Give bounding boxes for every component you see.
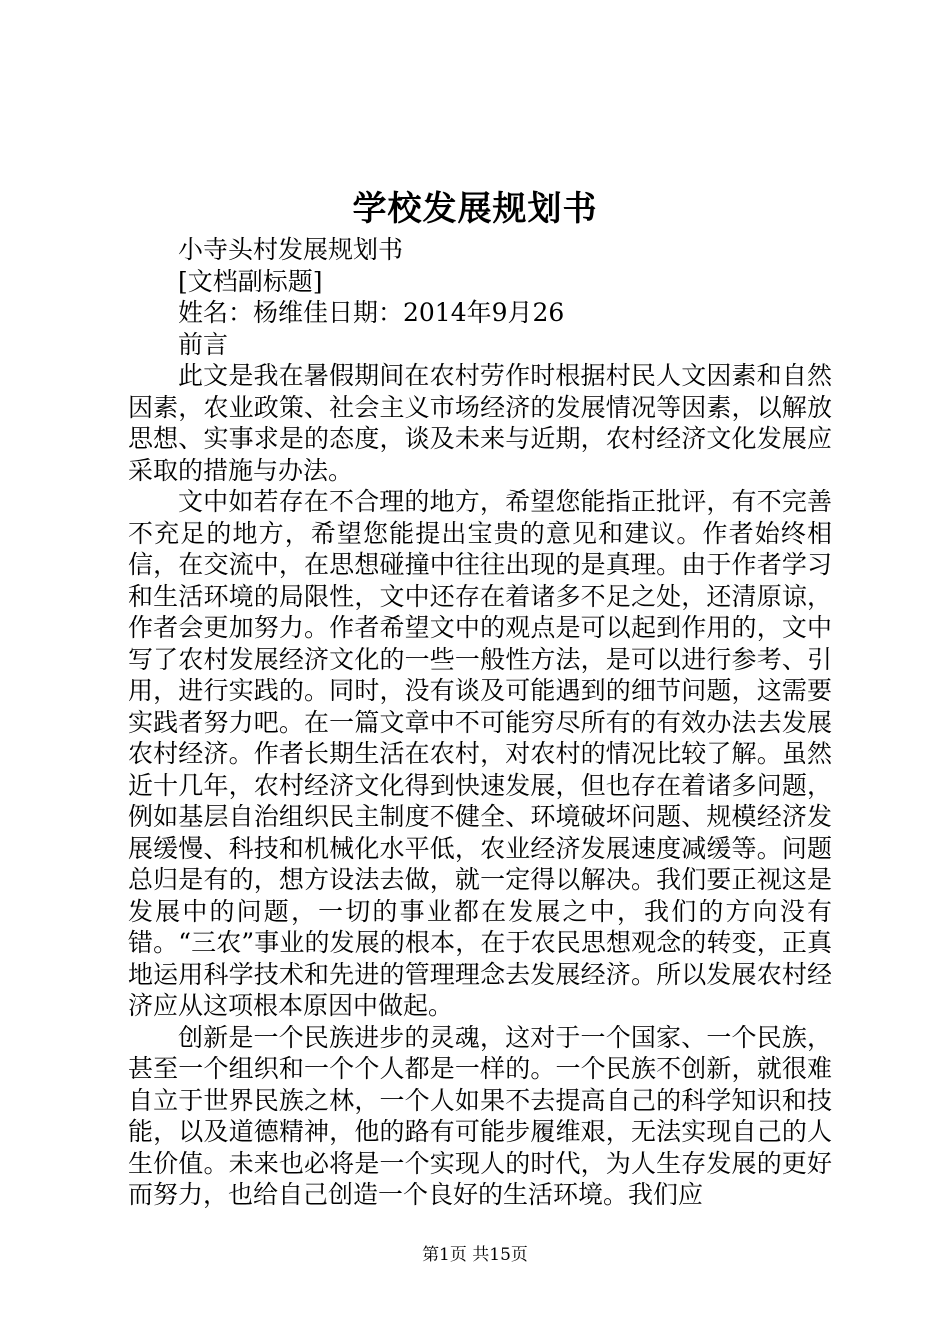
author-date-line: 姓名：杨维佳日期：2014年9月26: [178, 298, 565, 327]
paragraph-3: 创新是一个民族进步的灵魂，这对于一个国家、一个民族，甚至一个组织和一个个人都是一样的。一个民族不创新，就很难自立于世界民族之林，一个人如果不去提高自己的科学知识和技能，以及道德精神，他的路有可能步履维艰，无法实现自己的人生价值。未来也必将是一个实现人的时代，为人生存发展的更好而努力，也给自己创造一个良好的生活环境。我们应: [128, 1022, 832, 1209]
document-body: [128, 234, 832, 1211]
subtitle-placeholder: [文档副标题]: [178, 266, 323, 296]
paragraph-2: 文中如若存在不合理的地方，希望您能指正批评，有不完善不充足的地方，希望您能提出宝贵的意见和建议。作者始终相信，在交流中，在思想碰撞中往往出现的是真理。由于作者学习和生活环境的局限性，文中还存在着诸多不足之处，还清原谅，作者会更加努力。作者希望文中的观点是可以起到作用的，文中写了农村发展经济文化的一些一般性方法，是可以进行参考、引用，进行实践的。同时，没有谈及可能遇到的细节问题，这需要实践者努力吧。在一篇文章中不可能穷尽所有的有效办法去发展农村经济。作者长期生活在农村，对农村的情况比较了解。虽然近十几年，农村经济文化得到快速发展，但也存在着诸多问题，例如基层自治组织民主制度不健全、环境破坏问题、规模经济发展缓慢、科技和机械化水平低，农业经济发展速度减缓等。问题总归是有的，想方设法去做，就一定得以解决。我们要正视这是发展中的问题，一切的事业都在发展之中，我们的方向没有错。“三农”事业的发展的根本，在于农民思想观念的转变，正真地运用科学技术和先进的管理理念去发展经济。所以发展农村经济应从这项根本原因中做起。: [128, 487, 832, 1020]
paragraph-1: 此文是我在暑假期间在农村劳作时根据村民人文因素和自然因素，农业政策、社会主义市场经济的发展情况等因素，以解放思想、实事求是的态度，谈及未来与近期，农村经济文化发展应采取的措施与办法。: [128, 361, 832, 485]
preface-heading: 前言: [178, 329, 229, 359]
document-title: 学校发展规划书: [352, 189, 598, 229]
document-subtitle: 小寺头村发展规划书: [178, 235, 404, 264]
page-number-footer: 第1页 共15页: [422, 1245, 528, 1265]
